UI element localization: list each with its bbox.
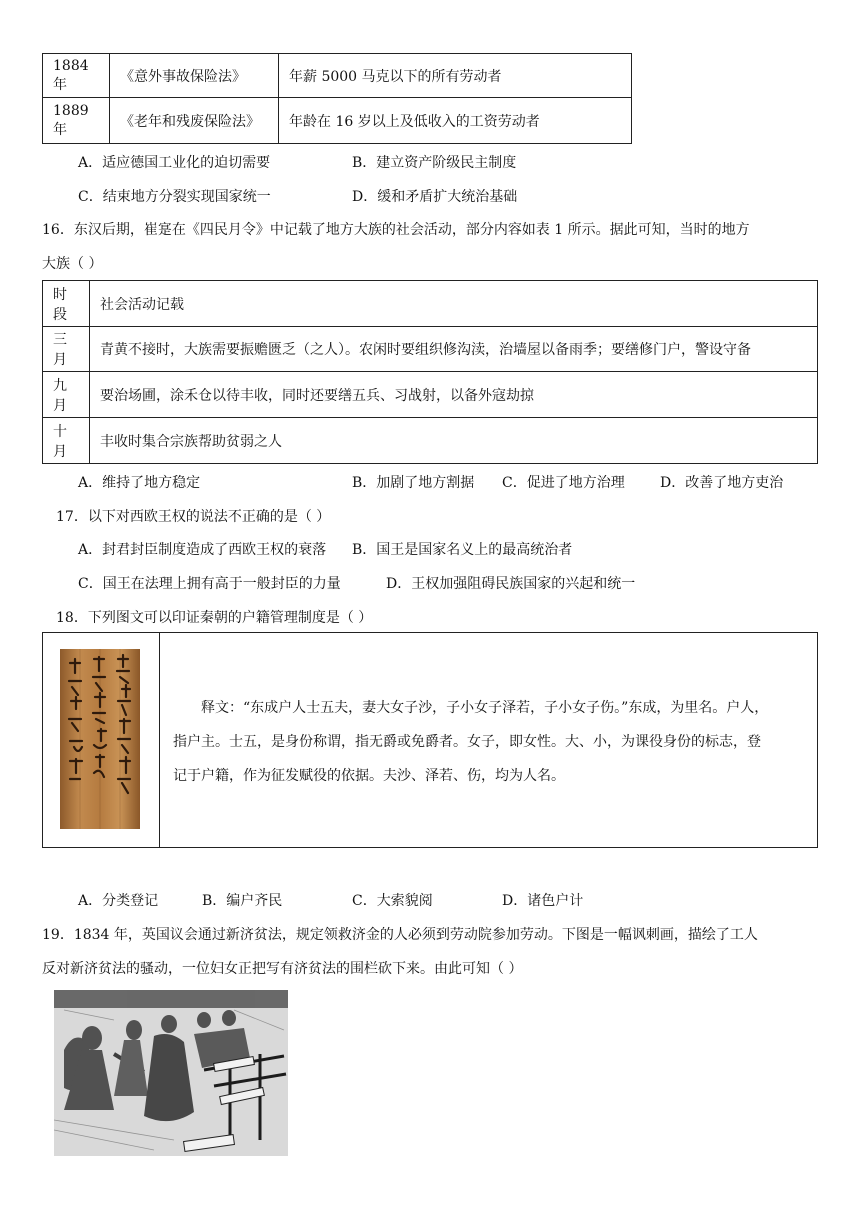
q19-stem-line2: 反对新济贫法的骚动，一位妇女正把写有济贫法的围栏砍下来。由此可知（ ） [42,961,523,977]
q18-figure-box [42,632,818,848]
explanation-line-3: 记于户籍，作为征发赋役的依据。夫沙、泽若、伤，均为人名。 [173,768,565,784]
explanation-line-1: 释文：“东成户人士五夫，妻大女子沙，子小女子泽若，子小女子伤。”东成，为里名。户人， [201,700,769,716]
year-cell: 1884 年 [43,54,110,98]
year-cell: 1889 年 [43,98,110,144]
q17-option-c[interactable]: C．国王在法理上拥有高于一般封臣的力量 [78,576,341,592]
q19-stem-line1: 19．1834 年，英国议会通过新济贫法，规定领救济金的人必须到劳动院参加劳动。下图是一幅讽刺画，描绘了工人 [42,927,758,943]
social-activity-table [42,280,818,464]
explanation-line-2: 指户主。士五，是身份称谓，指无爵或免爵者。女子，即女性。大、小，为课役身份的标志，登 [173,734,761,750]
q18-option-c[interactable]: C．大索貌阅 [352,893,433,909]
q15-option-a[interactable]: A．适应德国工业化的迫切需要 [78,155,271,171]
table-row [43,98,632,144]
period-cell: 十月 [43,418,90,464]
q17-option-b[interactable]: B．国王是国家名义上的最高统治者 [352,542,573,558]
q16-stem-line1: 16．东汉后期，崔寔在《四民月令》中记载了地方大族的社会活动，部分内容如表 1 所示。据此可知，当时的地方 [42,222,750,238]
scope-cell: 年龄在 16 岁以上及低收入的工资劳动者 [279,98,632,144]
q16-option-a[interactable]: A．维持了地方稳定 [78,475,201,491]
q17-stem: 17．以下对西欧王权的说法不正确的是（ ） [56,509,331,525]
q17-option-d[interactable]: D．王权加强阻碍民族国家的兴起和统一 [386,576,636,592]
record-cell: 丰收时集合宗族帮助贫弱之人 [90,418,818,464]
law-table [42,53,632,144]
q16-option-d[interactable]: D．改善了地方吏治 [660,475,784,491]
law-cell: 《意外事故保险法》 [110,54,279,98]
satirical-cartoon-image [54,990,288,1156]
q15-option-b[interactable]: B．建立资产阶级民主制度 [352,155,517,171]
q18-option-b[interactable]: B．编户齐民 [202,893,283,909]
divider [159,633,160,847]
q17-option-a[interactable]: A．封君封臣制度造成了西欧王权的衰落 [78,542,327,558]
bamboo-slip-image [60,649,140,829]
q18-option-d[interactable]: D．诸色户计 [502,893,584,909]
q16-option-b[interactable]: B．加剧了地方割据 [352,475,475,491]
header-record: 社会活动记载 [90,281,818,327]
table-row [43,372,818,418]
header-period: 时段 [43,281,90,327]
period-cell: 九月 [43,372,90,418]
q16-stem-line2: 大族（ ） [42,256,103,272]
period-cell: 三月 [43,327,90,372]
record-cell: 青黄不接时，大族需要振赡匮乏（之人）。农闲时要组织修沟渎，治墙屋以备雨季；要缮修门户，警设守备 [90,327,818,372]
q18-option-a[interactable]: A．分类登记 [78,893,159,909]
table-row [43,418,818,464]
record-cell: 要治场圃，涂禾仓以待丰收，同时还要缮五兵、习战射，以备外寇劫掠 [90,372,818,418]
law-cell: 《老年和残废保险法》 [110,98,279,144]
table-row [43,327,818,372]
q15-option-d[interactable]: D．缓和矛盾扩大统治基础 [352,189,518,205]
scope-cell: 年薪 5000 马克以下的所有劳动者 [279,54,632,98]
q18-stem: 18．下列图文可以印证秦朝的户籍管理制度是（ ） [56,610,373,626]
table-header-row [43,281,818,327]
q15-option-c[interactable]: C．结束地方分裂实现国家统一 [78,189,271,205]
table-row [43,54,632,98]
q16-option-c[interactable]: C．促进了地方治理 [502,475,625,491]
